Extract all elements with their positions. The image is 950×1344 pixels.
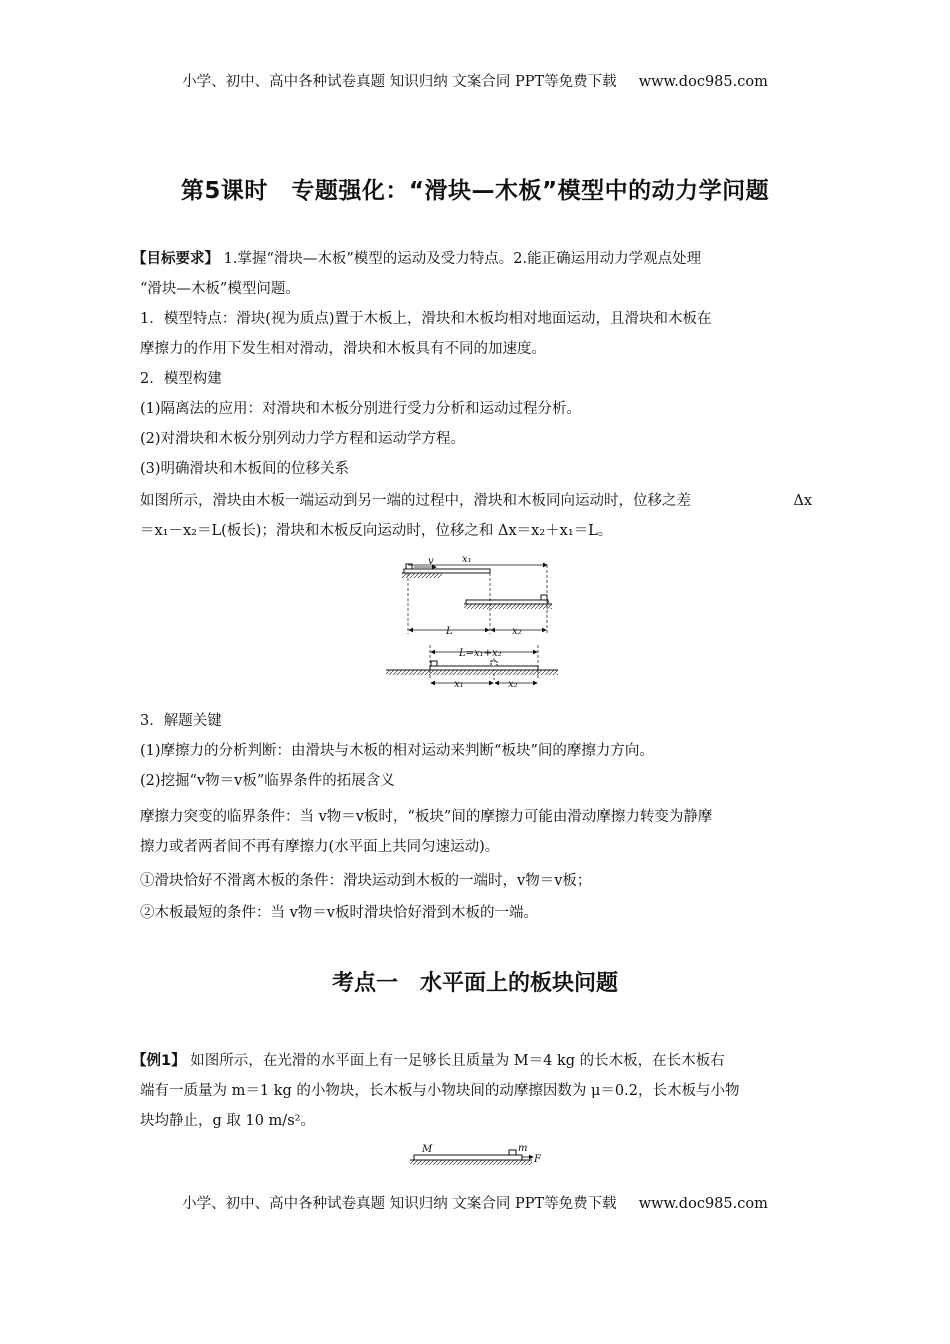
- delta-x: Δx: [793, 493, 812, 509]
- key-points-item2: (2)挖掘“v物＝v板”临界条件的拓展含义: [140, 773, 395, 789]
- example-line2: 端有一质量为 m＝1 kg 的小物块，长木板与小物块间的动摩擦因数为 μ＝0.2，长木板与小物: [140, 1083, 740, 1099]
- board-final: [464, 595, 552, 609]
- label-F: F: [534, 1154, 541, 1165]
- page-footer: [0, 1192, 950, 1213]
- x1-label-bottom: x₁: [454, 679, 464, 690]
- lesson-title: 第5课时 专题强化：“滑块—木板”模型中的动力学问题: [180, 178, 770, 204]
- critical-condition-line1: 摩擦力突变的临界条件：当 v物＝v板时，“板块”间的摩擦力可能由滑动摩擦力转变为静摩: [140, 809, 713, 825]
- model-features-line2: 摩擦力的作用下发生相对滑动，滑块和木板具有不同的加速度。: [140, 341, 546, 357]
- small-block: [509, 1150, 516, 1155]
- condition-2: ②木板最短的条件：当 v物＝v板时滑块恰好滑到木板的一端。: [140, 905, 538, 921]
- critical-condition-line2: 擦力或者两者间不再有摩擦力(水平面上共同匀速运动)。: [140, 839, 500, 855]
- header-url: www.doc985.com: [638, 74, 768, 90]
- sum-label: L=x₁+x₂: [459, 648, 502, 659]
- objectives-line1: [132, 244, 812, 274]
- section-title: 考点一 水平面上的板块问题: [331, 971, 618, 996]
- displacement-desc: [140, 486, 812, 516]
- long-board: [414, 1155, 522, 1160]
- model-features-line1: 1．模型特点：滑块(视为质点)置于木板上，滑块和木板均相对地面运动，且滑块和木板在: [140, 311, 712, 327]
- condition-1: ①滑块恰好不滑离木板的条件：滑块运动到木板的一端时，v物＝v板；: [140, 873, 592, 889]
- displacement-desc-text: 如图所示，滑块由木板一端运动到另一端的过程中，滑块和木板同向运动时，位移之差: [140, 493, 691, 509]
- board-opposite: [386, 661, 558, 675]
- model-construct-item1: (1)隔离法的应用：对滑块和木板分别进行受力分析和运动过程分析。: [140, 401, 582, 417]
- example-tag: 【例1】: [132, 1053, 186, 1069]
- footer-url: www.doc985.com: [638, 1196, 768, 1212]
- objectives-line2: “滑块—木板”模型问题。: [140, 281, 300, 297]
- board-initial: [402, 564, 490, 578]
- footer-text: 小学、初中、高中各种试卷真题 知识归纳 文案合同 PPT等免费下载: [182, 1196, 617, 1212]
- objectives-text: 1.掌握“滑块—木板”模型的运动及受力特点。2.能正确运用动力学观点处理: [223, 251, 702, 267]
- page-header: [0, 70, 950, 91]
- x2-label-top: x₂: [512, 626, 522, 637]
- label-m: m: [518, 1143, 528, 1154]
- header-text: 小学、初中、高中各种试卷真题 知识归纳 文案合同 PPT等免费下载: [182, 74, 617, 90]
- x1-label-top: x₁: [462, 554, 472, 565]
- model-construct-heading: 2．模型构建: [140, 371, 222, 387]
- L-label: L: [446, 626, 453, 637]
- model-construct-item3: (3)明确滑块和木板间的位移关系: [140, 461, 350, 477]
- example-line3: 块均静止，g 取 10 m/s²。: [140, 1113, 315, 1129]
- velocity-label: v: [428, 556, 434, 567]
- key-points-item1: (1)摩擦力的分析判断：由滑块与木板的相对运动来判断“板块”间的摩擦力方向。: [140, 743, 654, 759]
- objectives-tag: 【目标要求】: [132, 251, 219, 267]
- x2-label-bottom: x₂: [508, 679, 518, 690]
- label-M: M: [422, 1144, 433, 1155]
- example-line1: [132, 1046, 812, 1076]
- board-block-diagram: [410, 1140, 550, 1174]
- key-points-heading: 3．解题关键: [140, 713, 222, 729]
- model-construct-item2: (2)对滑块和木板分别列动力学方程和运动学方程。: [140, 431, 466, 447]
- example-text: 如图所示，在光滑的水平面上有一足够长且质量为 M＝4 kg 的长木板，在长木板右: [190, 1053, 725, 1069]
- slider-board-diagram: [384, 552, 570, 690]
- displacement-equation: ＝x₁－x₂＝L(板长)；滑块和木板反向运动时，位移之和 Δx＝x₂＋x₁＝L。: [140, 523, 613, 539]
